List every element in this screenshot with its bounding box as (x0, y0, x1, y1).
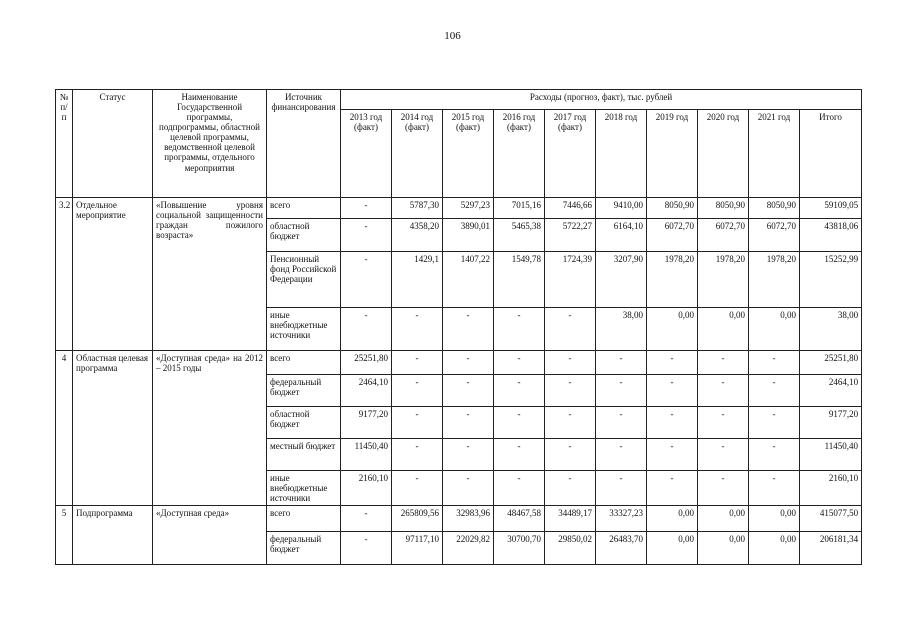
value-cell: - (494, 308, 545, 351)
value-cell: 6164,10 (596, 219, 647, 252)
value-cell: 25251,80 (341, 351, 392, 375)
total-cell: 9177,20 (800, 407, 862, 439)
total-cell: 43818,06 (800, 219, 862, 252)
value-cell: 9410,00 (596, 198, 647, 219)
total-cell: 2464,10 (800, 375, 862, 407)
total-cell: 38,00 (800, 308, 862, 351)
status-cell: Подпрограмма (73, 506, 153, 565)
value-cell: 4358,20 (392, 219, 443, 252)
value-cell: 0,00 (647, 506, 698, 532)
total-cell: 206181,34 (800, 532, 862, 565)
value-cell: - (596, 407, 647, 439)
funding-source-cell: всего (267, 198, 341, 219)
value-cell: 30700,70 (494, 532, 545, 565)
value-cell: - (392, 308, 443, 351)
value-cell: - (749, 375, 800, 407)
funding-source-cell: областной бюджет (267, 219, 341, 252)
header-year: 2017 год (факт) (545, 110, 596, 198)
table-row (56, 506, 862, 532)
value-cell: - (698, 471, 749, 506)
value-cell: 48467,58 (494, 506, 545, 532)
header-year: 2020 год (698, 110, 749, 198)
funding-source-cell: областной бюджет (267, 407, 341, 439)
table-header (56, 90, 862, 198)
value-cell: - (749, 351, 800, 375)
header-year: 2014 год (факт) (392, 110, 443, 198)
header-year: 2013 год (факт) (341, 110, 392, 198)
value-cell: 5722,27 (545, 219, 596, 252)
funding-source-cell: иные внебюджетные источники (267, 308, 341, 351)
value-cell: 9177,20 (341, 407, 392, 439)
header-year: 2016 год (факт) (494, 110, 545, 198)
value-cell: - (443, 471, 494, 506)
value-cell: - (596, 439, 647, 471)
value-cell: 1407,22 (443, 252, 494, 308)
header-num: № п/п (56, 90, 73, 198)
funding-source-cell: иные внебюджетные источники (267, 471, 341, 506)
value-cell: - (494, 439, 545, 471)
value-cell: - (392, 439, 443, 471)
value-cell: 265809,56 (392, 506, 443, 532)
header-year: 2015 год (факт) (443, 110, 494, 198)
value-cell: - (749, 407, 800, 439)
value-cell: 1978,20 (749, 252, 800, 308)
value-cell: 1549,78 (494, 252, 545, 308)
header-year: 2019 год (647, 110, 698, 198)
value-cell: - (545, 471, 596, 506)
value-cell: - (647, 375, 698, 407)
value-cell: 26483,70 (596, 532, 647, 565)
value-cell: 0,00 (647, 308, 698, 351)
value-cell: - (596, 351, 647, 375)
program-name-cell: «Доступная среда» на 2012 – 2015 годы (153, 351, 267, 506)
value-cell: 8050,90 (749, 198, 800, 219)
header-year: 2018 год (596, 110, 647, 198)
program-name-cell: «Повышение уровня социальной защищенности граждан пожилого возраста» (153, 198, 267, 351)
value-cell: 7446,66 (545, 198, 596, 219)
value-cell: - (494, 407, 545, 439)
page-number: 106 (444, 30, 461, 42)
value-cell: 8050,90 (647, 198, 698, 219)
status-cell: Отдельное мероприятие (73, 198, 153, 351)
value-cell: - (392, 407, 443, 439)
value-cell: - (494, 471, 545, 506)
value-cell: 22029,82 (443, 532, 494, 565)
value-cell: 6072,70 (647, 219, 698, 252)
value-cell: - (341, 308, 392, 351)
status-cell: Областная целевая программа (73, 351, 153, 506)
value-cell: - (749, 471, 800, 506)
table-row (56, 198, 862, 219)
value-cell: 0,00 (749, 308, 800, 351)
value-cell: - (698, 407, 749, 439)
value-cell: 0,00 (698, 532, 749, 565)
value-cell: - (545, 351, 596, 375)
table-body (56, 198, 862, 565)
funding-source-cell: местный бюджет (267, 439, 341, 471)
value-cell: - (647, 407, 698, 439)
total-cell: 15252,99 (800, 252, 862, 308)
value-cell: 2160,10 (341, 471, 392, 506)
value-cell: - (749, 439, 800, 471)
table-row (56, 351, 862, 375)
value-cell: - (341, 252, 392, 308)
row-number: 4 (56, 351, 73, 506)
value-cell: 5297,23 (443, 198, 494, 219)
value-cell: 6072,70 (698, 219, 749, 252)
value-cell: 0,00 (647, 532, 698, 565)
value-cell: - (647, 439, 698, 471)
value-cell: - (341, 198, 392, 219)
value-cell: - (341, 532, 392, 565)
funding-source-cell: всего (267, 506, 341, 532)
value-cell: - (647, 471, 698, 506)
value-cell: 0,00 (698, 308, 749, 351)
value-cell: - (545, 308, 596, 351)
value-cell: 34489,17 (545, 506, 596, 532)
total-cell: 25251,80 (800, 351, 862, 375)
value-cell: 3207,90 (596, 252, 647, 308)
funding-source-cell: Пенсионный фонд Российской Федерации (267, 252, 341, 308)
value-cell: - (698, 351, 749, 375)
value-cell: - (545, 375, 596, 407)
value-cell: 6072,70 (749, 219, 800, 252)
funding-source-cell: всего (267, 351, 341, 375)
value-cell: - (341, 219, 392, 252)
value-cell: 1724,39 (545, 252, 596, 308)
total-cell: 11450,40 (800, 439, 862, 471)
value-cell: - (698, 439, 749, 471)
value-cell: - (443, 407, 494, 439)
value-cell: - (392, 471, 443, 506)
value-cell: - (443, 351, 494, 375)
total-cell: 2160,10 (800, 471, 862, 506)
value-cell: 32983,96 (443, 506, 494, 532)
value-cell: 1429,1 (392, 252, 443, 308)
value-cell: - (443, 439, 494, 471)
value-cell: 8050,90 (698, 198, 749, 219)
value-cell: - (545, 407, 596, 439)
value-cell: - (596, 375, 647, 407)
value-cell: 5465,38 (494, 219, 545, 252)
funding-source-cell: федеральный бюджет (267, 375, 341, 407)
total-cell: 415077,50 (800, 506, 862, 532)
value-cell: - (698, 375, 749, 407)
value-cell: 38,00 (596, 308, 647, 351)
value-cell: 2464,10 (341, 375, 392, 407)
value-cell: - (341, 506, 392, 532)
value-cell: 5787,30 (392, 198, 443, 219)
value-cell: - (647, 351, 698, 375)
value-cell: - (392, 351, 443, 375)
value-cell: 0,00 (749, 506, 800, 532)
value-cell: - (443, 375, 494, 407)
value-cell: - (494, 351, 545, 375)
value-cell: 0,00 (749, 532, 800, 565)
value-cell: 1978,20 (647, 252, 698, 308)
header-total: Итого (800, 110, 862, 198)
value-cell: 97117,10 (392, 532, 443, 565)
row-number: 5 (56, 506, 73, 565)
header-name: Наименование Государственной программы, подпрограммы, областной целевой программы, ведомственной целевой программы, отдельного мероприятия (153, 90, 267, 198)
value-cell: 29850,02 (545, 532, 596, 565)
budget-table (55, 89, 862, 565)
header-status: Статус (73, 90, 153, 198)
value-cell: - (392, 375, 443, 407)
value-cell: - (545, 439, 596, 471)
row-number: 3.2 (56, 198, 73, 351)
value-cell: 33327,23 (596, 506, 647, 532)
value-cell: 1978,20 (698, 252, 749, 308)
value-cell: 11450,40 (341, 439, 392, 471)
total-cell: 59109,05 (800, 198, 862, 219)
funding-source-cell: федеральный бюджет (267, 532, 341, 565)
header-expenses: Расходы (прогноз, факт), тыс. рублей (341, 90, 862, 110)
value-cell: - (596, 471, 647, 506)
header-year: 2021 год (749, 110, 800, 198)
value-cell: - (494, 375, 545, 407)
value-cell: 7015,16 (494, 198, 545, 219)
header-source: Источник финансирования (267, 90, 341, 198)
value-cell: 0,00 (698, 506, 749, 532)
value-cell: 3890,01 (443, 219, 494, 252)
value-cell: - (443, 308, 494, 351)
program-name-cell: «Доступная среда» (153, 506, 267, 565)
